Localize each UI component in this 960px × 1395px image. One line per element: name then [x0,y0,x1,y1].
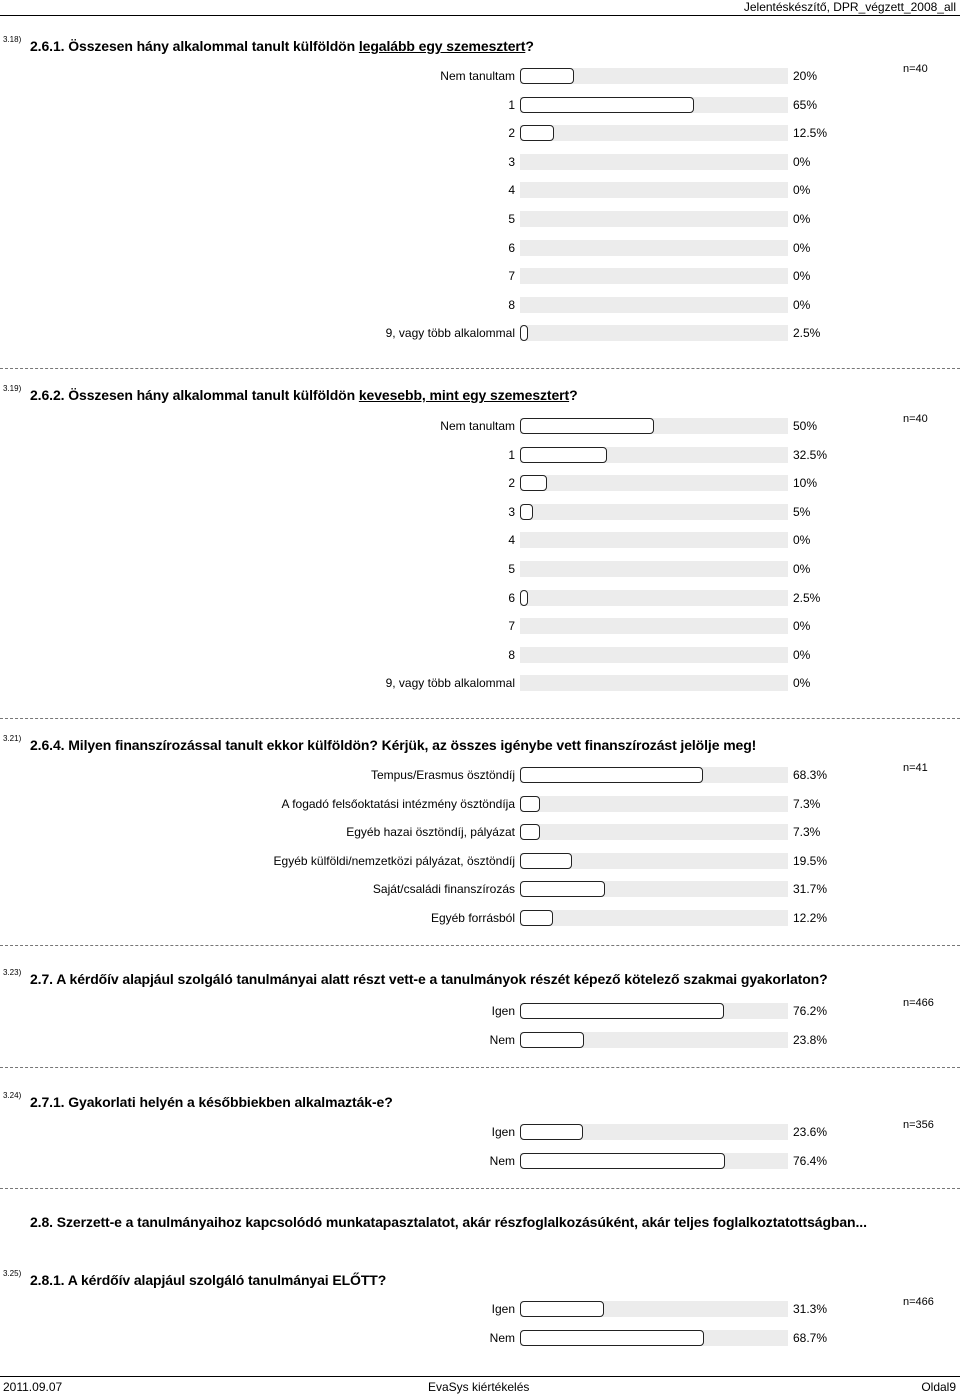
answer-label: 6 [508,590,515,605]
answer-row [0,822,960,842]
answer-label: Egyéb külföldi/nemzetközi pályázat, ösztöndíj [273,853,515,868]
bar-value-label: 0% [793,240,811,255]
bar-track [520,447,788,463]
bar-value-label: 7.3% [793,825,821,840]
answer-label: Tempus/Erasmus ösztöndíj [370,768,515,782]
bar-value-label: 31.7% [793,882,828,897]
answer-label: 3 [508,154,515,169]
footer-date: 2011.09.07 [3,1380,63,1394]
question-title-text: 2.8.1. A kérdőív alapjául szolgáló tanulmányai ELŐTT? [30,1272,387,1288]
bar-track [520,418,788,434]
bar-value-label: 0% [793,647,811,662]
bar-track [520,268,788,284]
answer-row [0,588,960,608]
bar-value-label: 0% [793,297,811,312]
bar [520,447,607,463]
bar [520,418,654,434]
question-title [30,1272,386,1288]
answer-label: 9, vagy több alkalommal [385,326,515,341]
question-title [30,38,534,54]
bar [520,475,547,491]
bar [520,881,605,897]
answer-label: Igen [491,1302,515,1316]
sample-size-label: n=356 [903,1119,934,1131]
answer-label: Nem tanultam [440,69,515,83]
bar-value-label: 0% [793,212,811,226]
bar [520,767,703,783]
answer-row [0,209,960,229]
bar-value-label: 76.2% [793,1004,828,1018]
bar [520,325,528,341]
footer-center: EvaSys kiértékelés [428,1380,530,1394]
question-title-text: 2.7.1. Gyakorlati helyén a későbbiekben alkalmazták-e? [30,1094,393,1110]
bar-value-label: 23.6% [793,1125,828,1139]
question-number: 3.25) [3,1269,22,1278]
bar [520,1301,604,1317]
question-number: 3.23) [3,968,22,977]
section-divider [0,1067,960,1068]
answer-row [0,851,960,871]
sample-size-label: n=41 [903,762,928,774]
answer-label: Egyéb forrásból [430,911,515,925]
answer-label: 4 [508,183,515,198]
bar-track [520,590,788,606]
question-title-text: ? [525,38,534,54]
bar-track [520,154,788,170]
bar-value-label: 0% [793,154,811,169]
bar-value-label: 2.5% [793,590,821,605]
answer-row [0,295,960,315]
bar-value-label: 23.8% [793,1032,828,1047]
bar-track [520,1301,788,1317]
section-divider [0,1188,960,1189]
bar-track [520,881,788,897]
question-number: 3.24) [3,1091,22,1100]
bar-track [520,824,788,840]
question-title [30,1214,867,1230]
bar [520,853,572,869]
answer-row [0,794,960,814]
bar-value-label: 31.3% [793,1302,828,1316]
question-title [30,387,578,403]
answer-row [0,765,960,785]
bar-value-label: 68.3% [793,768,828,782]
sample-size-label: n=40 [903,413,928,425]
answer-row [0,673,960,693]
bar-value-label: 68.7% [793,1330,828,1345]
answer-row [0,473,960,493]
bar-track [520,1153,788,1169]
answer-row [0,95,960,115]
answer-label: 1 [508,447,515,462]
question-title [30,971,828,987]
answer-row [0,908,960,928]
bar-track [520,182,788,198]
bar-value-label: 0% [793,183,811,198]
bar-value-label: 12.2% [793,911,828,925]
section-divider [0,718,960,719]
answer-label: 1 [508,97,515,112]
bar-track [520,910,788,926]
sample-size-label: n=466 [903,1296,934,1308]
answer-label: A fogadó felsőoktatási intézmény ösztöndíja [281,796,515,811]
answer-label: Egyéb hazai ösztöndíj, pályázat [346,825,515,840]
bar [520,824,540,840]
bar-track [520,647,788,663]
bar-value-label: 2.5% [793,326,821,341]
bar-value-label: 0% [793,676,811,691]
footer-page: Oldal9 [921,1380,956,1394]
bar-track [520,1003,788,1019]
answer-row [0,1328,960,1348]
bar-value-label: 76.4% [793,1153,828,1168]
bar-value-label: 7.3% [793,796,821,811]
bar-track [520,325,788,341]
bar-track [520,297,788,313]
bar-track [520,1124,788,1140]
answer-label: 5 [508,562,515,576]
bar-track [520,1032,788,1048]
answer-row [0,645,960,665]
answer-label: 8 [508,297,515,312]
bar [520,68,574,84]
bar-track [520,532,788,548]
sample-size-label: n=40 [903,63,928,75]
answer-row [0,1122,960,1142]
bar-value-label: 50% [793,419,818,433]
bar-track [520,240,788,256]
bar [520,125,554,141]
bar [520,1330,704,1346]
bar-value-label: 10% [793,476,818,491]
question-title [30,737,756,753]
bar-track [520,504,788,520]
bar-track [520,68,788,84]
bar [520,97,694,113]
bar-track [520,475,788,491]
answer-row [0,1001,960,1021]
bar-track [520,97,788,113]
question-title-emphasis: legalább egy szemesztert [358,38,526,54]
bar-value-label: 5% [793,504,811,519]
bar-value-label: 20% [793,69,818,83]
footer-divider [0,1376,960,1377]
question-title-emphasis: kevesebb, mint egy szemesztert [358,387,570,403]
answer-label: 7 [508,269,515,284]
bar [520,910,553,926]
bar-track [520,675,788,691]
bar-value-label: 32.5% [793,447,828,462]
bar-track [520,211,788,227]
bar-track [520,796,788,812]
report-title: Jelentéskészítő, DPR_végzett_2008_all [743,0,956,14]
answer-label: Nem [489,1330,515,1345]
bar [520,1124,583,1140]
answer-label: Igen [491,1125,515,1139]
bar-value-label: 65% [793,97,818,112]
answer-row [0,266,960,286]
bar [520,1032,584,1048]
question-title-text: ? [569,387,578,403]
question-title-text: 2.6.1. Összesen hány alkalommal tanult külföldön [30,38,359,54]
bar-value-label: 0% [793,562,811,576]
section-divider [0,368,960,369]
bar-value-label: 0% [793,533,811,548]
answer-row [0,879,960,899]
answer-row [0,123,960,143]
answer-label: 9, vagy több alkalommal [385,676,515,691]
answer-row [0,238,960,258]
question-title-text: 2.7. A kérdőív alapjául szolgáló tanulmányai alatt részt vett-e a tanulmányok részét képező kötelező szakmai gyakorlaton? [30,971,828,987]
answer-row [0,502,960,522]
answer-label: 2 [508,126,515,141]
bar [520,1003,724,1019]
answer-label: 7 [508,619,515,634]
bar [520,590,528,606]
bar [520,796,540,812]
bar-value-label: 0% [793,269,811,284]
answer-row [0,66,960,86]
question-title-text: 2.6.4. Milyen finanszírozással tanult ekkor külföldön? Kérjük, az összes igénybe vett finanszírozást jelölje meg! [30,737,757,753]
answer-row [0,1151,960,1171]
sample-size-label: n=466 [903,997,934,1009]
answer-label: Igen [491,1004,515,1018]
answer-row [0,530,960,550]
answer-label: 8 [508,647,515,662]
question-title-text: 2.6.2. Összesen hány alkalommal tanult külföldön [30,387,359,403]
bar-track [520,125,788,141]
answer-row [0,445,960,465]
answer-label: 5 [508,212,515,226]
answer-label: Saját/családi finanszírozás [372,882,515,897]
answer-label: Nem [489,1032,515,1047]
question-title [30,1094,393,1110]
answer-label: 4 [508,533,515,548]
answer-row [0,323,960,343]
bar-track [520,1330,788,1346]
bar-track [520,853,788,869]
answer-row [0,1299,960,1319]
bar-track [520,767,788,783]
header-divider [0,15,960,16]
question-number: 3.18) [3,35,22,44]
answer-row [0,559,960,579]
answer-row [0,616,960,636]
answer-label: 6 [508,240,515,255]
answer-label: Nem [489,1153,515,1168]
bar [520,1153,725,1169]
answer-row [0,180,960,200]
answer-label: 2 [508,476,515,491]
section-divider [0,945,960,946]
bar-value-label: 12.5% [793,126,828,141]
bar-value-label: 0% [793,619,811,634]
bar-track [520,561,788,577]
bar [520,504,533,520]
bar-value-label: 19.5% [793,853,828,868]
answer-label: 3 [508,504,515,519]
question-number: 3.21) [3,734,22,743]
answer-row [0,1030,960,1050]
answer-row [0,416,960,436]
answer-row [0,152,960,172]
bar-track [520,618,788,634]
question-title-text: 2.8. Szerzett-e a tanulmányaihoz kapcsolódó munkatapasztalatot, akár részfoglalkozásúként, akár teljes foglalkoztatottságban... [30,1214,867,1230]
answer-label: Nem tanultam [440,419,515,433]
question-number: 3.19) [3,384,22,393]
